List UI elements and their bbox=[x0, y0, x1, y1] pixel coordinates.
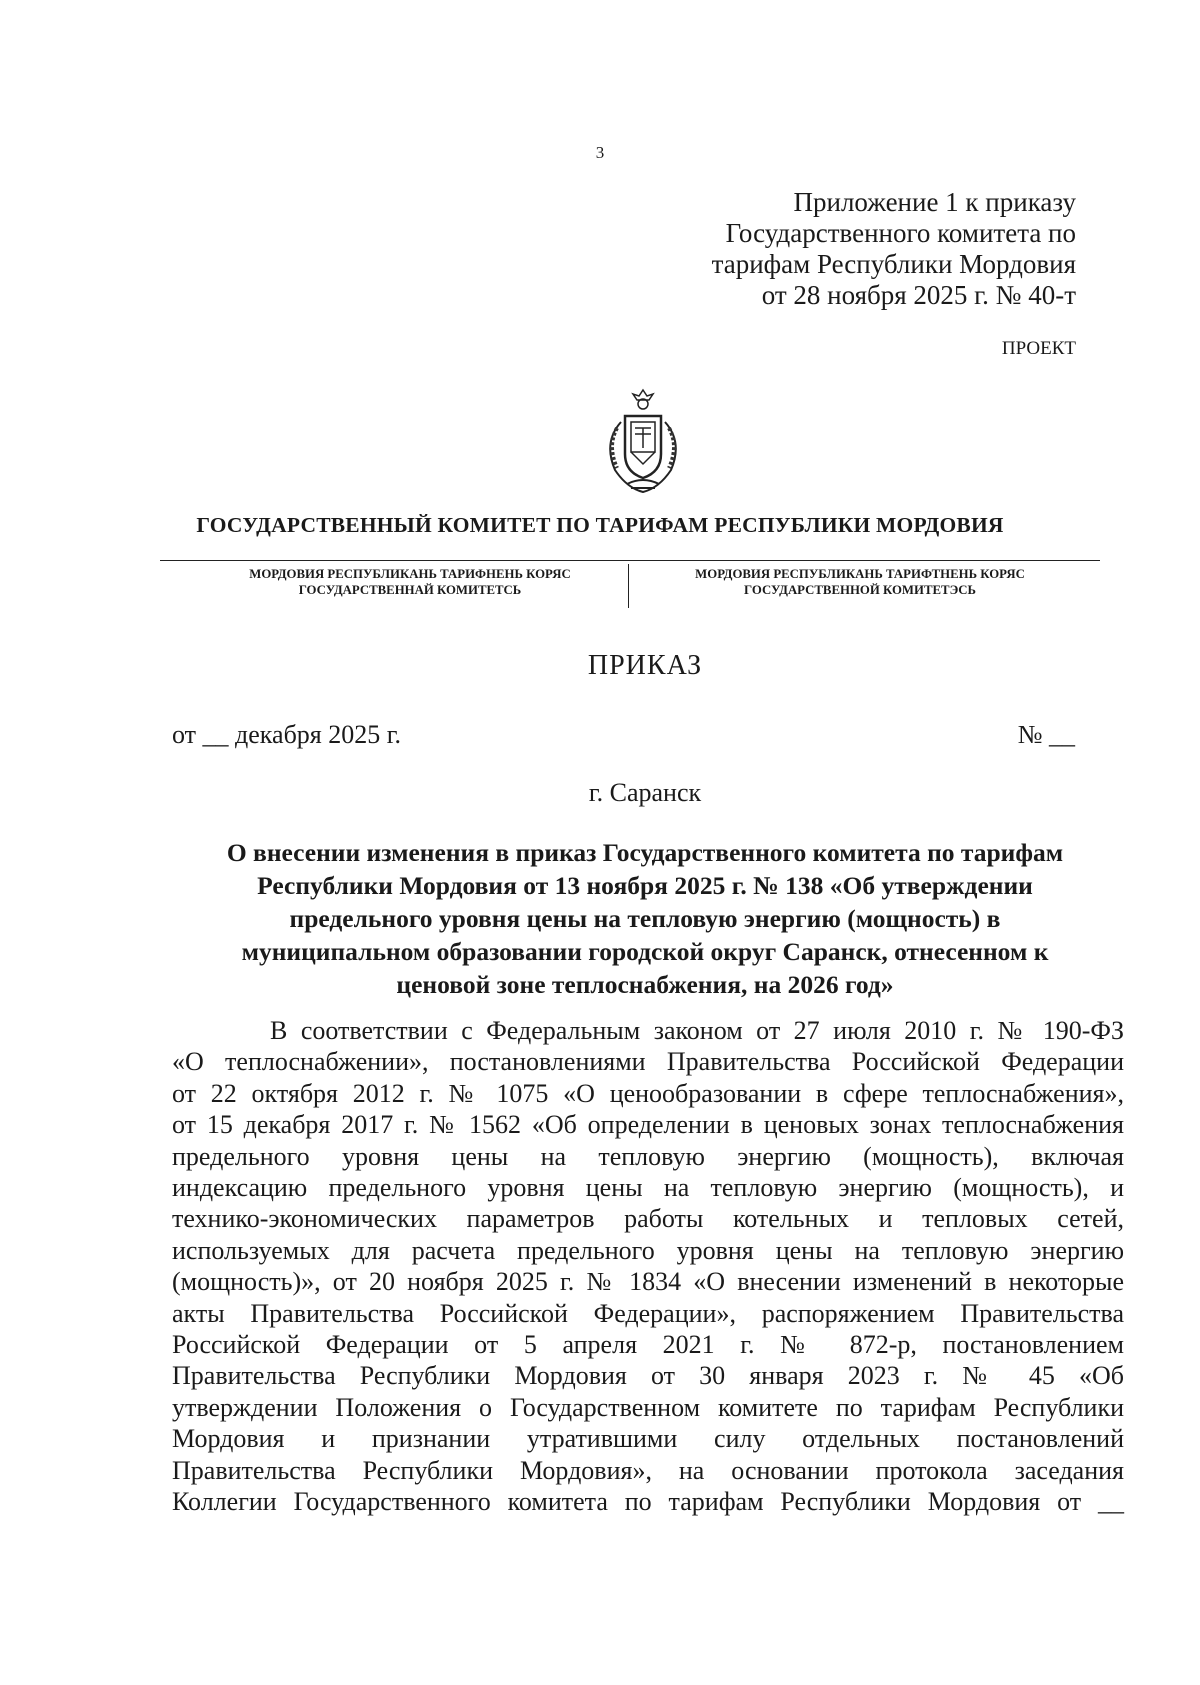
order-title: ПРИКАЗ bbox=[587, 650, 703, 681]
body-line: акты Правительства Российской Федерации», распоряжением Правительства bbox=[172, 1298, 1124, 1328]
body-line: Российской Федерации от 5 апреля 2021 г. № 872-р, постановлением bbox=[172, 1330, 1124, 1360]
body-paragraph bbox=[172, 1015, 1124, 1518]
header-subline: МОРДОВИЯ РЕСПУБЛИКАНЬ ТАРИФТНЕНЬ КОРЯС bbox=[695, 567, 1025, 581]
body-line: индексацию предельного уровня цены на тепловую энергию (мощность), и bbox=[172, 1173, 1124, 1203]
appendix-line: от 28 ноября 2025 г. № 40-т bbox=[761, 280, 1076, 310]
order-subject bbox=[175, 836, 1115, 1001]
order-city: г. Саранск bbox=[588, 778, 702, 807]
subject-line: ценовой зоне теплоснабжения, на 2026 год» bbox=[396, 970, 894, 999]
body-line: «О теплоснабжении», постановлениями Правительства Российской Федерации bbox=[172, 1047, 1124, 1077]
committee-name: ГОСУДАРСТВЕННЫЙ КОМИТЕТ ПО ТАРИФАМ РЕСПУБЛИКИ МОРДОВИЯ bbox=[196, 513, 1004, 537]
draft-stamp: ПРОЕКТ bbox=[1001, 338, 1076, 359]
header-column-divider bbox=[628, 564, 629, 608]
subject-line: Республики Мордовия от 13 ноября 2025 г. № 138 «Об утверждении bbox=[257, 871, 1033, 900]
body-line: утверждении Положения о Государственном комитете по тарифам Республики bbox=[172, 1392, 1124, 1422]
header-subline: ГОСУДАРСТВЕННОЙ КОМИТЕТЭСЬ bbox=[744, 583, 976, 597]
page-number: 3 bbox=[595, 143, 605, 162]
subject-line: предельного уровня цены на тепловую энергию (мощность) в bbox=[289, 904, 1001, 933]
header-subline: ГОСУДАРСТВЕННАЙ КОМИТЕТСЬ bbox=[298, 583, 522, 597]
body-line: (мощность)», от 20 ноября 2025 г. № 1834 «О внесении изменений в некоторые bbox=[172, 1267, 1124, 1297]
order-number: № __ bbox=[1017, 720, 1075, 749]
subject-line: О внесении изменения в приказ Государственного комитета по тарифам bbox=[226, 838, 1064, 867]
body-line: используемых для расчета предельного уровня цены на тепловую энергию bbox=[172, 1235, 1124, 1265]
body-line: Коллегии Государственного комитета по тарифам Республики Мордовия от __ bbox=[172, 1487, 1124, 1517]
body-line: В соответствии с Федеральным законом от 27 июля 2010 г. № 190-ФЗ bbox=[270, 1016, 1124, 1045]
header-divider bbox=[160, 560, 1100, 561]
committee-name-erzya bbox=[645, 566, 1075, 598]
body-line: Мордовия и признании утратившими силу отдельных постановлений bbox=[172, 1424, 1124, 1454]
body-line: от 22 октября 2012 г. № 1075 «О ценообразовании в сфере теплоснабжения», bbox=[172, 1078, 1124, 1108]
subject-line: муниципальном образовании городской округ Саранск, отнесенном к bbox=[241, 937, 1049, 966]
body-line: от 15 декабря 2017 г. № 1562 «Об определении в ценовых зонах теплоснабжения bbox=[172, 1110, 1124, 1140]
header-subline: МОРДОВИЯ РЕСПУБЛИКАНЬ ТАРИФНЕНЬ КОРЯС bbox=[249, 567, 571, 581]
appendix-line: тарифам Республики Мордовия bbox=[711, 249, 1076, 279]
appendix-line: Приложение 1 к приказу bbox=[793, 187, 1076, 217]
body-line: Правительства Республики Мордовия», на основании протокола заседания bbox=[172, 1455, 1124, 1485]
coat-of-arms-icon bbox=[597, 388, 689, 496]
appendix-line: Государственного комитета по bbox=[725, 218, 1076, 248]
appendix-reference bbox=[712, 187, 1076, 311]
committee-name-moksha bbox=[195, 566, 625, 598]
order-date: от __ декабря 2025 г. bbox=[172, 720, 401, 749]
body-line: технико-экономических параметров работы котельных и тепловых сетей, bbox=[172, 1204, 1124, 1234]
body-line: предельного уровня цены на тепловую энергию (мощность), включая bbox=[172, 1141, 1124, 1171]
body-line: Правительства Республики Мордовия от 30 января 2023 г. № 45 «Об bbox=[172, 1361, 1124, 1391]
